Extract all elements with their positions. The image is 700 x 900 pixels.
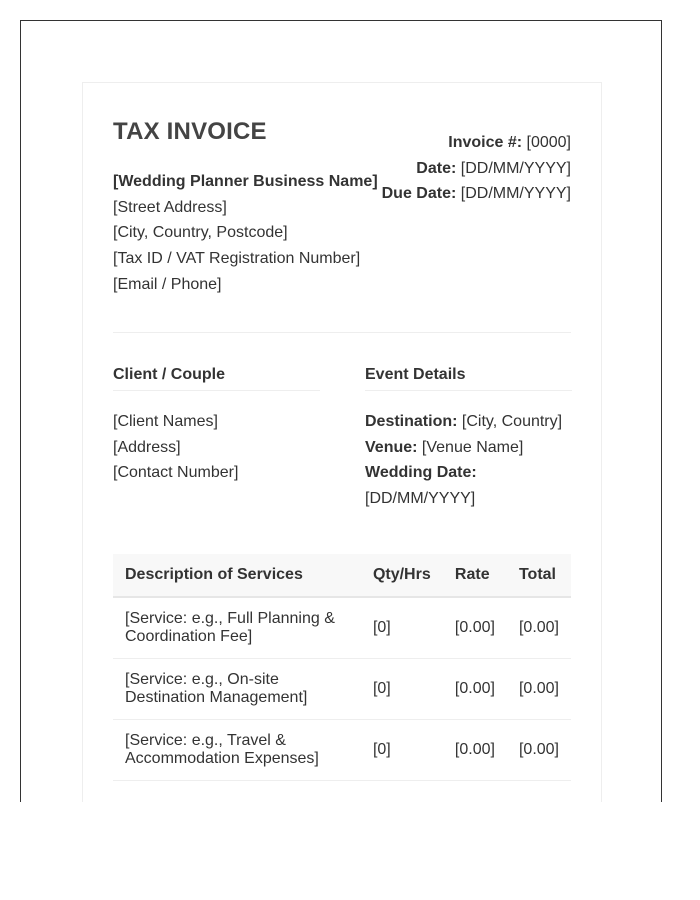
client-contact: [Contact Number] (113, 464, 239, 482)
table-row (113, 597, 571, 658)
business-tax-id: [Tax ID / VAT Registration Number] (113, 250, 361, 268)
invoice-title: TAX INVOICE (113, 118, 267, 145)
event-venue (365, 435, 572, 461)
business-contact: [Email / Phone] (113, 275, 222, 293)
event-wedding-date (365, 460, 572, 511)
business-street: [Street Address] (113, 198, 227, 216)
event-destination (365, 409, 572, 435)
business-city: [City, Country, Postcode] (113, 224, 288, 242)
row-rate: [0.00] (443, 719, 507, 780)
table-row (113, 719, 571, 780)
header-total: Total (507, 554, 571, 597)
section-divider (113, 332, 571, 333)
invoice-due-label: Due Date: (381, 185, 457, 203)
invoice-number-line (382, 130, 571, 156)
row-total: [0.00] (507, 658, 571, 719)
invoice-due-value: [DD/MM/YYYY] (460, 185, 571, 203)
invoice-date-line (382, 156, 571, 182)
business-name: [Wedding Planner Business Name] (113, 173, 378, 190)
document-frame (20, 20, 662, 802)
services-table (113, 554, 571, 781)
destination-value: [City, Country] (461, 413, 563, 430)
event-lines (365, 409, 572, 512)
wedding-date-label: Wedding Date: (365, 464, 477, 482)
invoice-date-label: Date: (416, 159, 457, 177)
invoice-meta (382, 130, 571, 207)
row-description: [Service: e.g., Full Planning & Coordination Fee] (113, 597, 361, 658)
header-description: Description of Services (113, 554, 361, 597)
row-qty: [0] (361, 597, 443, 658)
venue-value: [Venue Name] (421, 438, 524, 456)
row-description: [Service: e.g., Travel & Accommodation Expenses] (113, 719, 361, 780)
client-names: [Client Names] (113, 413, 218, 430)
client-lines (113, 409, 320, 486)
invoice-number-value: [0000] (526, 134, 571, 151)
invoice-due-line (382, 181, 571, 207)
event-heading: Event Details (365, 366, 572, 391)
invoice-number-label: Invoice #: (448, 134, 523, 151)
table-header-row (113, 554, 571, 597)
row-description: [Service: e.g., On-site Destination Management] (113, 658, 361, 719)
invoice-sheet (82, 82, 602, 802)
venue-label: Venue: (365, 438, 418, 456)
event-section (365, 366, 572, 512)
row-rate: [0.00] (443, 597, 507, 658)
destination-label: Destination: (365, 413, 458, 430)
business-info (113, 169, 378, 298)
client-address: [Address] (113, 438, 181, 456)
invoice-date-value: [DD/MM/YYYY] (460, 159, 571, 177)
row-total: [0.00] (507, 597, 571, 658)
client-section (113, 366, 320, 486)
row-qty: [0] (361, 658, 443, 719)
table-row (113, 658, 571, 719)
client-heading: Client / Couple (113, 366, 320, 391)
row-qty: [0] (361, 719, 443, 780)
wedding-date-value: [DD/MM/YYYY] (365, 490, 476, 508)
header-rate: Rate (443, 554, 507, 597)
row-rate: [0.00] (443, 658, 507, 719)
header-qty: Qty/Hrs (361, 554, 443, 597)
row-total: [0.00] (507, 719, 571, 780)
